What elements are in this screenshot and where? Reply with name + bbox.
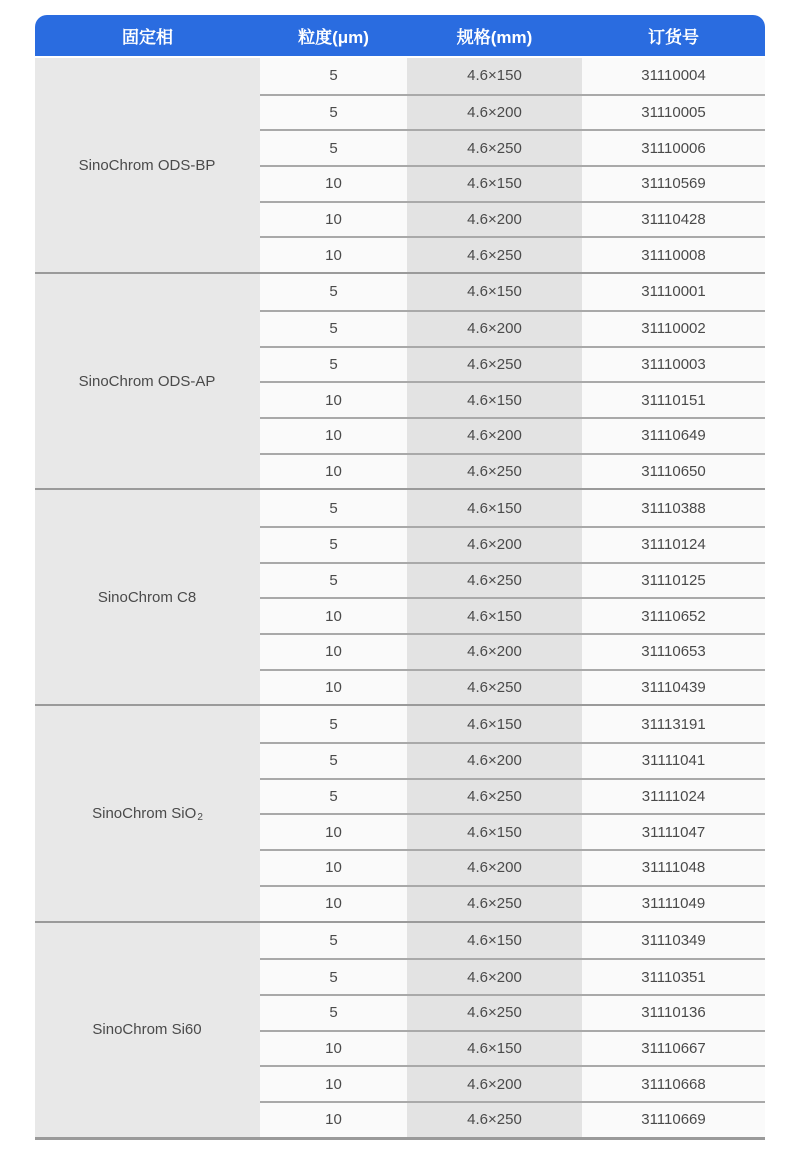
phase-cell (35, 58, 260, 272)
order-cell: 31110439 (582, 671, 765, 705)
spec-cell: 4.6×250 (407, 887, 582, 921)
order-cell: 31110649 (582, 419, 765, 453)
size-cell: 10 (260, 599, 407, 633)
size-cell: 5 (260, 96, 407, 130)
spec-cell: 4.6×150 (407, 599, 582, 633)
column-header-particle-size: 粒度(μm) (298, 28, 369, 47)
size-cell: 5 (260, 744, 407, 778)
table-row (260, 94, 765, 130)
spec-cell: 4.6×150 (407, 274, 582, 310)
size-cell: 5 (260, 923, 407, 959)
table-row (260, 58, 765, 94)
size-cell: 10 (260, 1032, 407, 1066)
table-row (260, 778, 765, 814)
product-group-row (35, 274, 765, 490)
order-cell: 31111049 (582, 887, 765, 921)
order-cell: 31110669 (582, 1103, 765, 1137)
size-cell: 5 (260, 960, 407, 994)
table-row (260, 310, 765, 346)
size-cell: 10 (260, 455, 407, 489)
table-body (35, 58, 765, 1140)
phase-cell (35, 490, 260, 704)
order-cell: 31110002 (582, 312, 765, 346)
spec-cell: 4.6×250 (407, 455, 582, 489)
size-cell: 10 (260, 419, 407, 453)
size-cell: 5 (260, 348, 407, 382)
spec-cell: 4.6×250 (407, 238, 582, 272)
product-group-row (35, 58, 765, 274)
size-cell: 5 (260, 312, 407, 346)
size-cell: 5 (260, 564, 407, 598)
spec-cell: 4.6×200 (407, 203, 582, 237)
order-cell: 31111048 (582, 851, 765, 885)
table-row (260, 742, 765, 778)
table-row (260, 526, 765, 562)
table-row (260, 129, 765, 165)
phase-label: SinoChrom Si60 (92, 1021, 202, 1039)
spec-cell: 4.6×250 (407, 996, 582, 1030)
table-row (260, 562, 765, 598)
product-group-row (35, 490, 765, 706)
size-cell: 10 (260, 1103, 407, 1137)
size-cell: 10 (260, 383, 407, 417)
spec-cell: 4.6×250 (407, 348, 582, 382)
spec-cell: 4.6×150 (407, 706, 582, 742)
spec-cell: 4.6×250 (407, 671, 582, 705)
spec-cell: 4.6×250 (407, 1103, 582, 1137)
spec-cell: 4.6×200 (407, 744, 582, 778)
spec-cell: 4.6×200 (407, 528, 582, 562)
order-cell: 31111047 (582, 815, 765, 849)
spec-cell: 4.6×250 (407, 780, 582, 814)
order-cell: 31110006 (582, 131, 765, 165)
product-catalog-table (35, 15, 765, 1140)
size-cell: 5 (260, 780, 407, 814)
group-rows (260, 706, 765, 920)
phase-label: SinoChrom C8 (97, 588, 197, 606)
order-cell: 31110650 (582, 455, 765, 489)
phase-cell (35, 706, 260, 920)
size-cell: 5 (260, 996, 407, 1030)
size-cell: 10 (260, 851, 407, 885)
size-cell: 10 (260, 167, 407, 201)
size-cell: 5 (260, 274, 407, 310)
order-cell: 31111041 (582, 744, 765, 778)
table-row (260, 597, 765, 633)
size-cell: 10 (260, 1067, 407, 1101)
order-cell: 31110349 (582, 923, 765, 959)
order-cell: 31110569 (582, 167, 765, 201)
size-cell: 5 (260, 490, 407, 526)
spec-cell: 4.6×150 (407, 58, 582, 94)
order-cell: 31110005 (582, 96, 765, 130)
column-header-stationary-phase: 固定相 (122, 28, 173, 47)
table-row (260, 706, 765, 742)
order-cell: 31110151 (582, 383, 765, 417)
size-cell: 10 (260, 815, 407, 849)
order-cell: 31110125 (582, 564, 765, 598)
group-rows (260, 490, 765, 704)
spec-cell: 4.6×200 (407, 312, 582, 346)
group-rows (260, 274, 765, 488)
table-row (260, 274, 765, 310)
size-cell: 5 (260, 58, 407, 94)
product-group-row (35, 923, 765, 1140)
table-row (260, 958, 765, 994)
table-row (260, 201, 765, 237)
table-row (260, 885, 765, 921)
phase-subscript: 2 (197, 811, 203, 823)
order-cell: 31110124 (582, 528, 765, 562)
order-cell: 31110652 (582, 599, 765, 633)
spec-cell: 4.6×200 (407, 1067, 582, 1101)
order-cell: 31110428 (582, 203, 765, 237)
order-cell: 31110001 (582, 274, 765, 310)
phase-cell (35, 274, 260, 488)
order-cell: 31110003 (582, 348, 765, 382)
spec-cell: 4.6×150 (407, 923, 582, 959)
order-cell: 31111024 (582, 780, 765, 814)
group-rows (260, 923, 765, 1137)
phase-label: SinoChrom SiO (92, 804, 197, 822)
table-row (260, 1065, 765, 1101)
order-cell: 31110004 (582, 58, 765, 94)
table-row (260, 236, 765, 272)
phase-cell (35, 923, 260, 1137)
group-rows (260, 58, 765, 272)
order-cell: 31110008 (582, 238, 765, 272)
column-header-order-number: 订货号 (648, 28, 699, 47)
table-row (260, 923, 765, 959)
spec-cell: 4.6×150 (407, 815, 582, 849)
table-row (260, 813, 765, 849)
size-cell: 5 (260, 131, 407, 165)
phase-label: SinoChrom ODS-BP (78, 156, 216, 174)
spec-cell: 4.6×200 (407, 635, 582, 669)
order-cell: 31110668 (582, 1067, 765, 1101)
table-row (260, 381, 765, 417)
spec-cell: 4.6×150 (407, 490, 582, 526)
table-row (260, 994, 765, 1030)
column-header-dimensions: 规格(mm) (456, 28, 533, 47)
table-header-row (35, 15, 765, 56)
order-cell: 31110653 (582, 635, 765, 669)
spec-cell: 4.6×250 (407, 564, 582, 598)
size-cell: 10 (260, 671, 407, 705)
spec-cell: 4.6×250 (407, 131, 582, 165)
order-cell: 31110136 (582, 996, 765, 1030)
size-cell: 5 (260, 706, 407, 742)
order-cell: 31110667 (582, 1032, 765, 1066)
table-row (260, 490, 765, 526)
table-row (260, 453, 765, 489)
phase-label: SinoChrom ODS-AP (78, 372, 216, 390)
table-row (260, 1030, 765, 1066)
table-row (260, 849, 765, 885)
spec-cell: 4.6×150 (407, 1032, 582, 1066)
size-cell: 5 (260, 528, 407, 562)
table-row (260, 669, 765, 705)
spec-cell: 4.6×200 (407, 96, 582, 130)
size-cell: 10 (260, 238, 407, 272)
table-row (260, 417, 765, 453)
spec-cell: 4.6×200 (407, 960, 582, 994)
order-cell: 31113191 (582, 706, 765, 742)
size-cell: 10 (260, 887, 407, 921)
order-cell: 31110388 (582, 490, 765, 526)
product-group-row (35, 706, 765, 922)
order-cell: 31110351 (582, 960, 765, 994)
table-row (260, 1101, 765, 1137)
size-cell: 10 (260, 635, 407, 669)
spec-cell: 4.6×200 (407, 851, 582, 885)
table-row (260, 633, 765, 669)
table-row (260, 346, 765, 382)
table-row (260, 165, 765, 201)
size-cell: 10 (260, 203, 407, 237)
spec-cell: 4.6×200 (407, 419, 582, 453)
spec-cell: 4.6×150 (407, 167, 582, 201)
spec-cell: 4.6×150 (407, 383, 582, 417)
